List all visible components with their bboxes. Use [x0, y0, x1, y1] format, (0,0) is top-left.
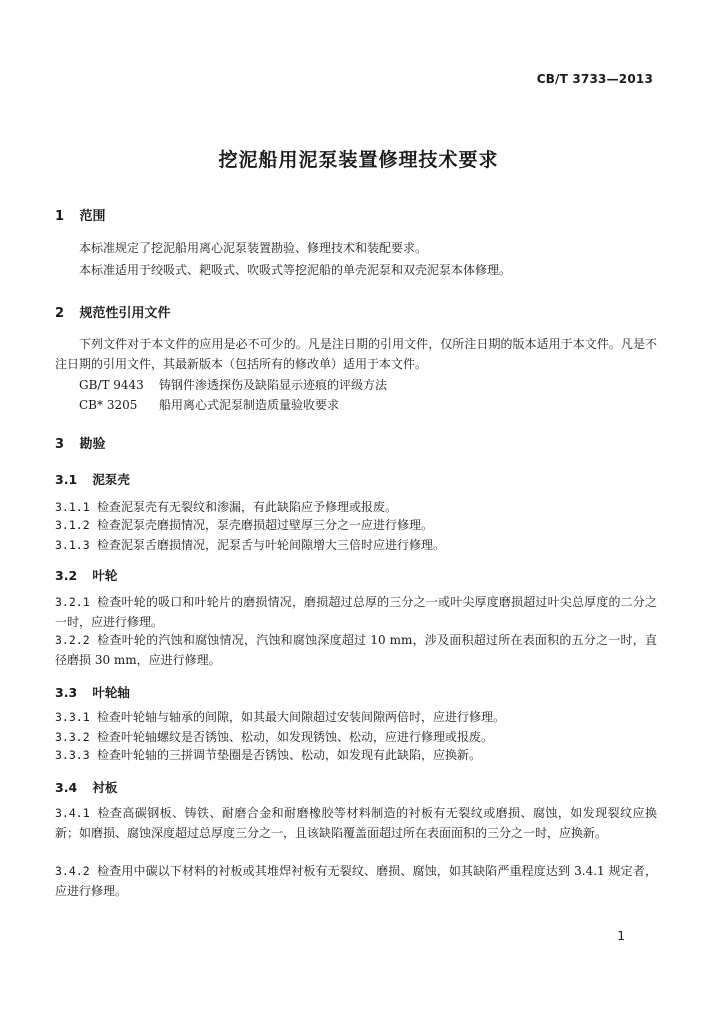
clause-number: 3.2.1 — [55, 595, 90, 609]
clause-text: 检查叶轮轴螺纹是否锈蚀、松动，如发现锈蚀、松动，应进行修理或报废。 — [97, 730, 494, 744]
clause-3-2-2 — [55, 630, 657, 670]
clause-3-1-3 — [55, 535, 657, 555]
clause-number: 3.1.1 — [55, 500, 90, 514]
section-3-heading — [55, 433, 106, 452]
subsection-number: 3.3 — [55, 685, 78, 700]
subsection-title: 泥泵壳 — [92, 472, 130, 487]
section-number: 1 — [55, 209, 65, 224]
clause-number: 3.1.3 — [55, 538, 90, 552]
clause-3-2-1 — [55, 592, 657, 632]
clause-3-4-2 — [55, 861, 657, 901]
clause-3-3-3 — [55, 745, 657, 765]
clause-number: 3.3.1 — [55, 710, 90, 724]
clause-number: 3.3.3 — [55, 748, 90, 762]
clause-number: 3.1.2 — [55, 518, 90, 532]
subsection-title: 叶轮轴 — [92, 685, 130, 700]
clause-text: 检查用中碳以下材料的衬板或其堆焊衬板有无裂纹、磨损、腐蚀，如其缺陷严重程度达到 3.4.1 规定者，应进行修理。 — [55, 864, 657, 898]
subsection-number: 3.4 — [55, 780, 78, 795]
subsection-title: 衬板 — [92, 780, 118, 795]
clause-number: 3.3.2 — [55, 730, 90, 744]
clause-text: 检查叶轮轴与轴承的间隙，如其最大间隙超过安装间隙两倍时，应进行修理。 — [97, 710, 506, 724]
clause-3-3-2 — [55, 727, 657, 747]
clause-text: 检查泥泵舌磨损情况，泥泵舌与叶轮间隙增大三倍时应进行修理。 — [97, 538, 446, 552]
section-1-heading — [55, 205, 106, 224]
reference-item — [79, 395, 657, 415]
reference-item — [79, 375, 657, 395]
subsection-3-3-heading — [55, 683, 130, 701]
clause-text: 检查泥泵壳有无裂纹和渗漏，有此缺陷应予修理或报废。 — [97, 500, 398, 514]
clause-text: 检查叶轮轴的三拼调节垫圈是否锈蚀、松动，如发现有此缺陷，应换新。 — [97, 748, 482, 762]
subsection-number: 3.2 — [55, 568, 78, 583]
clause-number: 3.4.2 — [55, 864, 90, 878]
reference-title: 船用离心式泥泵制造质量验收要求 — [159, 398, 340, 412]
subsection-number: 3.1 — [55, 472, 78, 487]
standard-code: CB/T 3733—2013 — [536, 72, 653, 86]
subsection-title: 叶轮 — [92, 568, 118, 583]
section-2-heading — [55, 302, 171, 321]
section-title: 范围 — [79, 209, 106, 224]
clause-3-1-1 — [55, 497, 657, 517]
document-title: 挖泥船用泥泵装置修理技术要求 — [218, 149, 499, 171]
clause-text: 检查叶轮的吸口和叶轮片的磨损情况，磨损超过总厚的三分之一或叶尖厚度磨损超过叶尖总厚度的二分之一时，应进行修理。 — [55, 595, 657, 629]
section-title: 规范性引用文件 — [79, 306, 171, 321]
section-title: 勘验 — [79, 437, 106, 452]
page-number: 1 — [617, 929, 625, 943]
clause-3-1-2 — [55, 515, 657, 535]
reference-title: 铸钢件渗透探伤及缺陷显示迹痕的评级方法 — [159, 378, 388, 392]
clause-3-4-1 — [55, 803, 657, 843]
subsection-3-1-heading — [55, 470, 130, 488]
clause-number: 3.2.2 — [55, 633, 90, 647]
section-2-paragraph: 下列文件对于本文件的应用是必不可少的。凡是注日期的引用文件，仅所注日期的版本适用于本文件。凡是不注日期的引用文件，其最新版本（包括所有的修改单）适用于本文件。 — [55, 337, 657, 371]
clause-3-3-1 — [55, 707, 657, 727]
subsection-3-4-heading — [55, 778, 117, 796]
clause-text: 检查高碳钢板、铸铁、耐磨合金和耐磨橡胶等材料制造的衬板有无裂纹或磨损、腐蚀，如发现裂纹应换新；如磨损、腐蚀深度超过总厚度三分之一，且该缺陷覆盖面超过所在表面面积的三分之一时，应换新。 — [55, 806, 657, 840]
subsection-3-2-heading — [55, 566, 117, 584]
clause-text: 检查叶轮的汽蚀和腐蚀情况，汽蚀和腐蚀深度超过 10 mm，涉及面积超过所在表面积的五分之一时，直径磨损 30 mm，应进行修理。 — [55, 633, 657, 667]
section-1-paragraph-2: 本标准适用于绞吸式、耙吸式、吹吸式等挖泥船的单壳泥泵和双壳泥泵本体修理。 — [79, 263, 512, 277]
section-1-paragraph-1: 本标准规定了挖泥船用离心泥泵装置勘验、修理技术和装配要求。 — [79, 241, 428, 255]
section-number: 3 — [55, 437, 65, 452]
section-number: 2 — [55, 306, 65, 321]
clause-text: 检查泥泵壳磨损情况，泵壳磨损超过壁厚三分之一应进行修理。 — [97, 518, 434, 532]
clause-number: 3.4.1 — [55, 806, 90, 820]
reference-id: CB* 3205 — [79, 398, 138, 412]
reference-id: GB/T 9443 — [79, 378, 144, 392]
